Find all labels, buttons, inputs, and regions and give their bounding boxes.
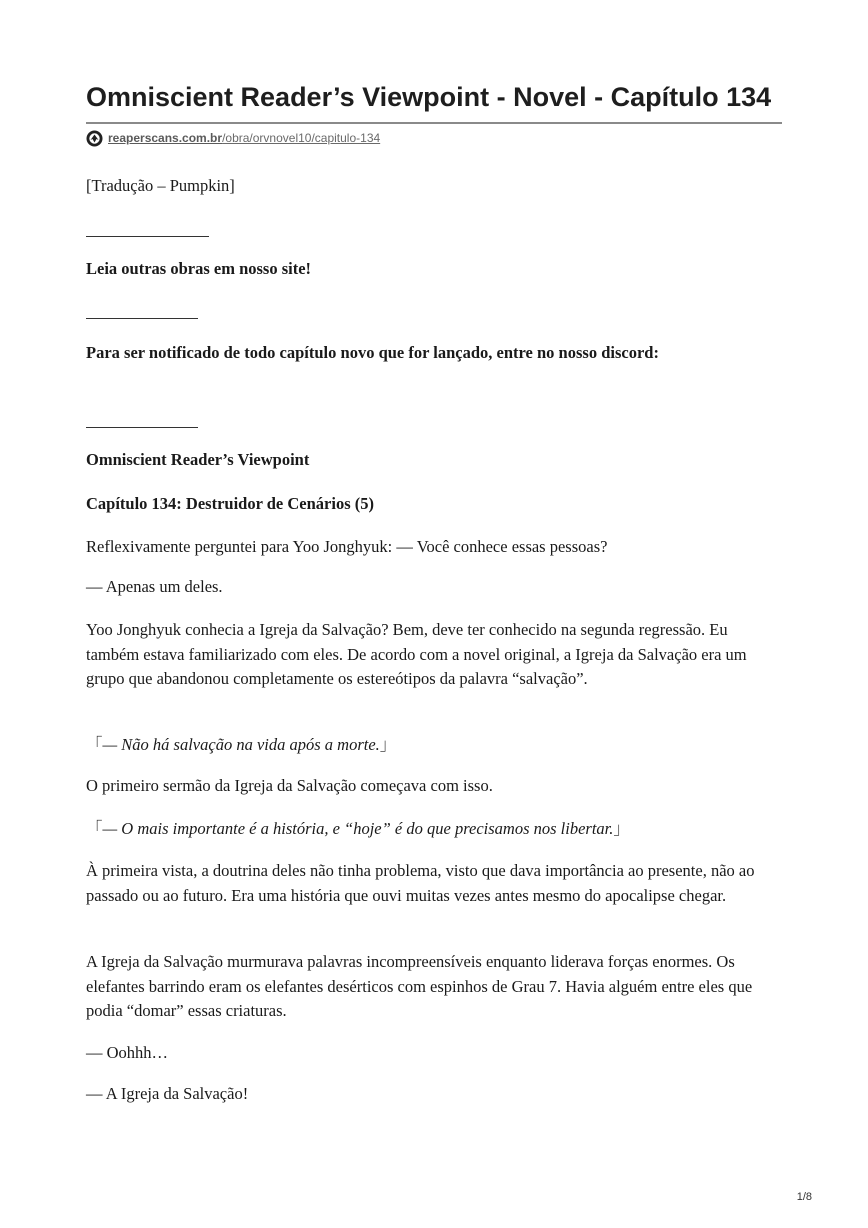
title-divider xyxy=(86,122,782,124)
translation-credit: [Tradução – Pumpkin] xyxy=(86,176,235,195)
novel-name: Omniscient Reader’s Viewpoint xyxy=(86,450,310,469)
separator-line xyxy=(86,427,198,428)
promo-discord-text: Para ser notificado de todo capítulo novo que for lançado, entre no nosso discord: xyxy=(86,343,659,362)
reaper-logo-icon xyxy=(86,130,103,147)
source-path-link[interactable]: /obra/orvnovel10/capitulo-134 xyxy=(222,131,381,145)
quote-close-bracket: 」 xyxy=(613,819,630,838)
paragraph: A Igreja da Salvação murmurava palavras incompreensíveis enquanto liderava forças enormes. Os elefantes barrindo eram os elefantes desérticos com espinhos de Grau 7. Havia alguém entre eles que podia “domar” essas criaturas. xyxy=(86,952,753,1020)
promo-site-text: Leia outras obras em nosso site! xyxy=(86,259,312,278)
quote-open-bracket: 「 xyxy=(86,819,103,838)
quote-line xyxy=(86,817,776,842)
source-url[interactable] xyxy=(86,129,380,147)
chapter-heading: Capítulo 134: Destruidor de Cenários (5) xyxy=(86,494,374,513)
paragraph: — Apenas um deles. xyxy=(86,577,223,596)
paragraph: — Oohhh… xyxy=(86,1043,169,1062)
paragraph: À primeira vista, a doutrina deles não tinha problema, visto que dava importância ao presente, não ao passado ou ao futuro. Era uma história que ouvi muitas vezes antes mesmo do apocalipse chegar. xyxy=(86,861,755,905)
separator-line xyxy=(86,236,209,237)
quote-close-bracket: 」 xyxy=(379,735,397,754)
page-title: Omniscient Reader’s Viewpoint - Novel - Capítulo 134 xyxy=(86,82,772,112)
page-number: 1/8 xyxy=(796,1191,812,1203)
paragraph: O primeiro sermão da Igreja da Salvação começava com isso. xyxy=(86,776,493,795)
quote-open-bracket: 「 xyxy=(86,735,103,754)
paragraph: — A Igreja da Salvação! xyxy=(86,1084,249,1103)
quote-text: — O mais importante é a história, e “hoje” é do que precisamos nos libertar. xyxy=(102,819,614,838)
quote-text: — Não há salvação na vida após a morte. xyxy=(102,735,380,754)
paragraph: Yoo Jonghyuk conhecia a Igreja da Salvação? Bem, deve ter conhecido na segunda regressão. Eu também estava familiarizado com eles. De acordo com a novel original, a Igreja da Salvação era um grupo que abandonou completamente os estereótipos da palavra “salvação”. xyxy=(86,620,747,688)
source-domain-link[interactable]: reaperscans.com.br xyxy=(108,131,223,145)
paragraph: Reflexivamente perguntei para Yoo Jonghyuk: — Você conhece essas pessoas? xyxy=(86,537,608,556)
separator-line xyxy=(86,318,198,319)
quote-line xyxy=(86,733,776,758)
